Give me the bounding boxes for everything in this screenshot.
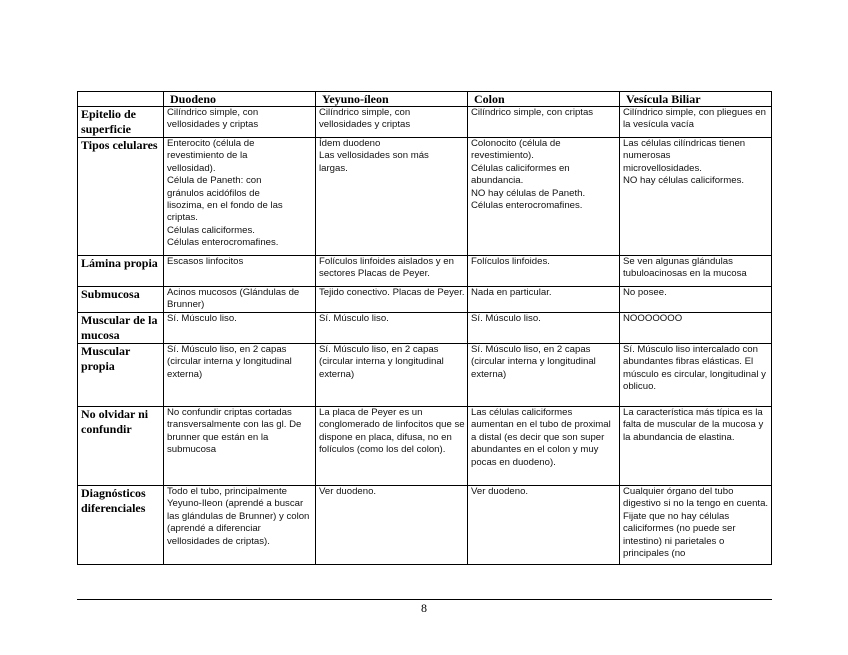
table-header-row (78, 92, 772, 107)
row-label: Epitelio de superficie (78, 107, 164, 138)
table-cell: Cilíndrico simple, con vellosidades y criptas (316, 107, 468, 138)
header-colon: Colon (468, 92, 620, 107)
table-row (78, 256, 772, 287)
table-cell: Sí. Músculo liso, en 2 capas (circular interna y longitudinal externa) (316, 344, 468, 407)
table-cell: Sí. Músculo liso. (468, 313, 620, 344)
table-cell: Enterocito (célula de revestimiento de la vellosidad). Célula de Paneth: con gránulos acidófilos de lisozima, en el fondo de las criptas. Células caliciformes. Células enterocromafines. (164, 138, 316, 256)
table-cell: Tejido conectivo. Placas de Peyer. (316, 287, 468, 313)
table-cell: Cilíndrico simple, con pliegues en la vesícula vacía (620, 107, 772, 138)
table-cell: Las células caliciformes aumentan en el tubo de proximal a distal (es decir que son super abundantes en el colon y muy pocas en duodeno). (468, 407, 620, 486)
table-cell: No confundir criptas cortadas transversalmente con las gl. De brunner que están en la submucosa (164, 407, 316, 486)
table-cell: No posee. (620, 287, 772, 313)
row-label: Muscular propia (78, 344, 164, 407)
header-corner (78, 92, 164, 107)
table-cell: Folículos linfoides. (468, 256, 620, 287)
table-cell: Colonocito (célula de revestimiento). Células caliciformes en abundancia. NO hay células de Paneth. Células enterocromafines. (468, 138, 620, 256)
table-cell: Ídem duodeno Las vellosidades son más largas. (316, 138, 468, 256)
table-row (78, 287, 772, 313)
row-label: Muscular de la mucosa (78, 313, 164, 344)
table-cell: Sí. Músculo liso, en 2 capas (circular interna y longitudinal externa) (164, 344, 316, 407)
table-cell: Folículos linfoides aislados y en sectores Placas de Peyer. (316, 256, 468, 287)
table-cell: NOOOOOOO (620, 313, 772, 344)
table-cell: Sí. Músculo liso, en 2 capas (circular interna y longitudinal externa) (468, 344, 620, 407)
table-row (78, 407, 772, 486)
row-label: Diagnósticos diferenciales (78, 486, 164, 565)
table-cell: Acinos mucosos (Glándulas de Brunner) (164, 287, 316, 313)
table-cell: Escasos linfocitos (164, 256, 316, 287)
table-cell: Cualquier órgano del tubo digestivo si no la tengo en cuenta. Fijate que no hay células caliciformes (no puede ser intestino) ni parietales o principales (no (620, 486, 772, 565)
table-cell: Sí. Músculo liso intercalado con abundantes fibras elásticas. El músculo es circular, longitudinal y oblicuo. (620, 344, 772, 407)
table-row (78, 344, 772, 407)
header-vesicula-biliar: Vesícula Biliar (620, 92, 772, 107)
histology-comparison-table (77, 91, 772, 565)
row-label: No olvidar ni confundir (78, 407, 164, 486)
row-label: Submucosa (78, 287, 164, 313)
row-label: Tipos celulares (78, 138, 164, 256)
table-row (78, 313, 772, 344)
table-cell: Ver duodeno. (316, 486, 468, 565)
table-row (78, 107, 772, 138)
table-cell: Se ven algunas glándulas tubuloacinosas en la mucosa (620, 256, 772, 287)
page-number: 8 (421, 601, 427, 615)
table-cell: Todo el tubo, principalmente Yeyuno-Ileon (aprendé a buscar las glándulas de Brunner) y colon (aprendé a diferenciar vellosidades de criptas). (164, 486, 316, 565)
table-cell: Ver duodeno. (468, 486, 620, 565)
row-label: Lámina propia (78, 256, 164, 287)
table-cell: Cilíndrico simple, con criptas (468, 107, 620, 138)
table-row (78, 486, 772, 565)
table-row (78, 138, 772, 256)
table-cell: Sí. Músculo liso. (164, 313, 316, 344)
table-cell: La placa de Peyer es un conglomerado de linfocitos que se dispone en placa, difusa, no en folículos (como los del colon). (316, 407, 468, 486)
header-duodeno: Duodeno (164, 92, 316, 107)
table-cell: Sí. Músculo liso. (316, 313, 468, 344)
header-yeyuno-ileon: Yeyuno-íleon (316, 92, 468, 107)
table-cell: Las células cilíndricas tienen numerosas microvellosidades. NO hay células caliciformes. (620, 138, 772, 256)
table-cell: Cilíndrico simple, con vellosidades y criptas (164, 107, 316, 138)
table-cell: La característica más típica es la falta de muscular de la mucosa y la abundancia de elastina. (620, 407, 772, 486)
table-cell: Nada en particular. (468, 287, 620, 313)
footer-rule (77, 599, 772, 600)
